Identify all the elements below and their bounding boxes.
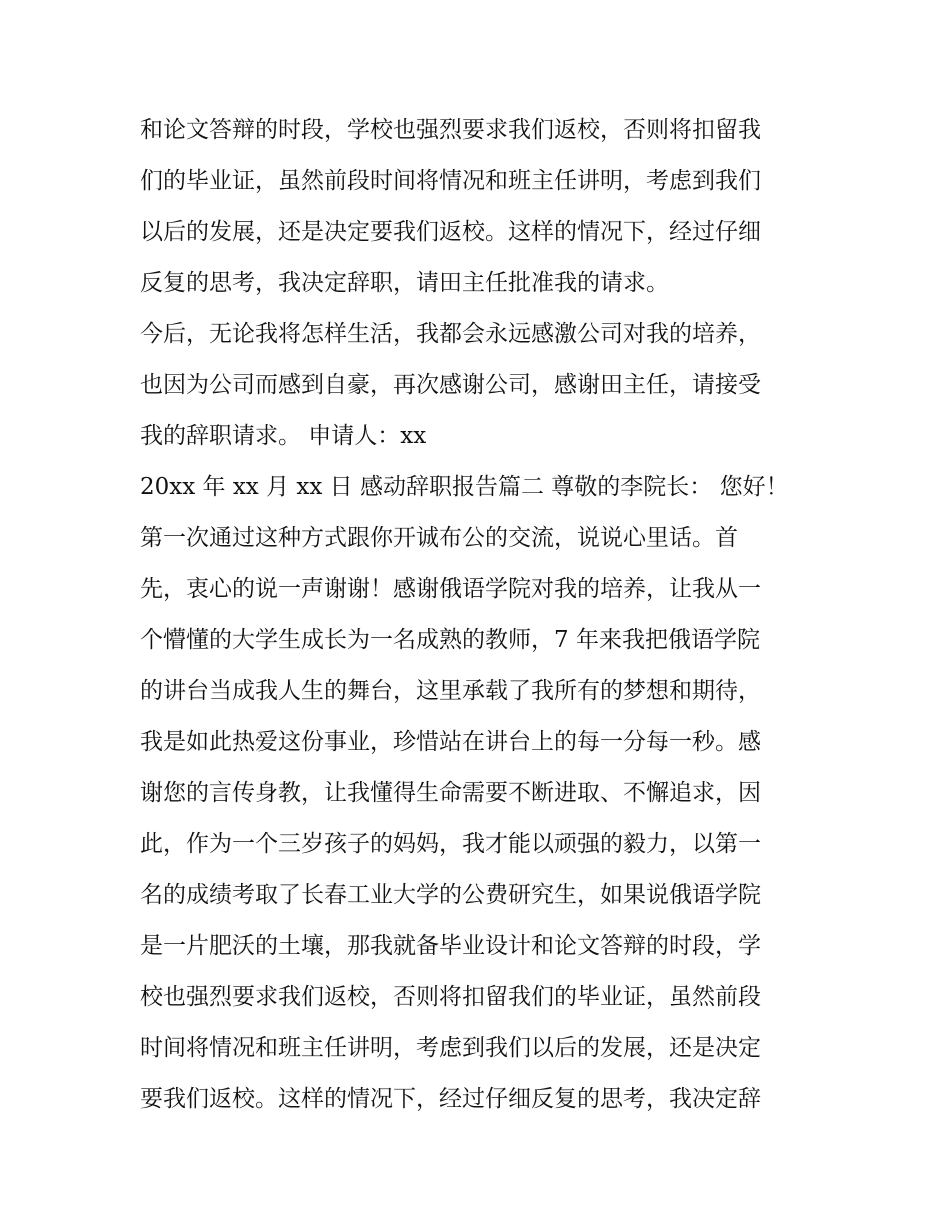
text-line: 今后，无论我将怎样生活，我都会永远感激公司对我的培养， — [140, 321, 761, 347]
text-line: 先，衷心的说一声谢谢！感谢俄语学院对我的培养，让我从一 — [140, 576, 761, 602]
text-line: 是一片肥沃的土壤，那我就备毕业设计和论文答辩的时段，学 — [140, 933, 761, 959]
text-line: 名的成绩考取了长春工业大学的公费研究生，如果说俄语学院 — [140, 882, 761, 908]
text-line: 我的辞职请求。 申请人：xx — [140, 423, 427, 449]
text-line: 以后的发展，还是决定要我们返校。这样的情况下，经过仔细 — [140, 219, 761, 245]
text-line: 反复的思考，我决定辞职，请田主任批准我的请求。 — [140, 270, 669, 296]
text-line: 个懵懂的大学生成长为一名成熟的教师，7 年来我把俄语学院 — [140, 627, 760, 653]
text-line: 第一次通过这种方式跟你开诚布公的交流，说说心里话。首 — [140, 525, 738, 551]
text-line: 20xx 年 xx 月 xx 日 感动辞职报告篇二 尊敬的李院长： 您好！ — [140, 474, 789, 500]
text-line: 校也强烈要求我们返校，否则将扣留我们的毕业证，虽然前段 — [140, 984, 761, 1010]
text-line: 此，作为一个三岁孩子的妈妈，我才能以顽强的毅力，以第一 — [140, 831, 761, 857]
text-line: 也因为公司而感到自豪，再次感谢公司，感谢田主任，请接受 — [140, 372, 761, 398]
text-line: 和论文答辩的时段，学校也强烈要求我们返校，否则将扣留我 — [140, 117, 761, 143]
text-line: 要我们返校。这样的情况下，经过仔细反复的思考，我决定辞 — [140, 1086, 761, 1112]
text-line: 我是如此热爱这份事业，珍惜站在讲台上的每一分每一秒。感 — [140, 729, 761, 755]
text-line: 时间将情况和班主任讲明，考虑到我们以后的发展，还是决定 — [140, 1035, 761, 1061]
text-line: 们的毕业证，虽然前段时间将情况和班主任讲明，考虑到我们 — [140, 168, 761, 194]
text-line: 的讲台当成我人生的舞台，这里承载了我所有的梦想和期待， — [140, 678, 761, 704]
text-line: 谢您的言传身教，让我懂得生命需要不断进取、不懈追求，因 — [140, 780, 761, 806]
